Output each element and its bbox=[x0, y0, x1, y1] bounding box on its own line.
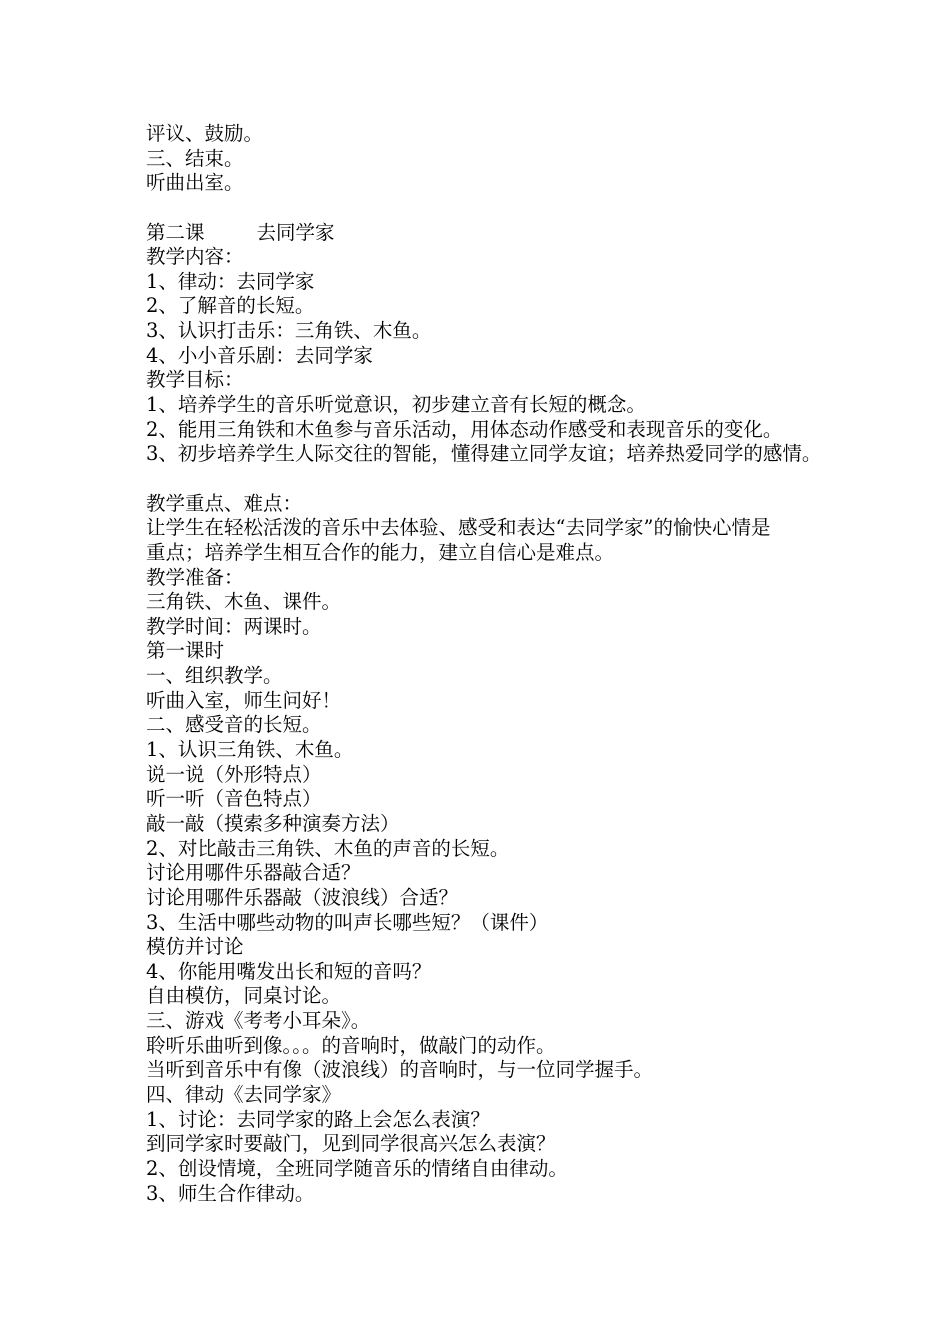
text-line: 二、感受音的长短。 bbox=[146, 713, 322, 737]
text-line: 3、初步培养学生人际交往的智能，懂得建立同学友谊；培养热爱同学的感情。 bbox=[146, 442, 822, 466]
section-heading: 第一课时 bbox=[146, 639, 225, 663]
section-heading: 教学准备： bbox=[146, 565, 244, 589]
text-line: 1、律动：去同学家 bbox=[146, 269, 315, 293]
document-body bbox=[146, 122, 936, 1206]
text-line: 教学时间：两课时。 bbox=[146, 614, 322, 638]
lesson-title bbox=[146, 221, 936, 246]
text-line: 1、认识三角铁、木鱼。 bbox=[146, 738, 354, 762]
text-line: 三、结束。 bbox=[146, 146, 244, 170]
text-line: 三角铁、木鱼、课件。 bbox=[146, 590, 342, 614]
text-line: 1、培养学生的音乐听觉意识，初步建立音有长短的概念。 bbox=[146, 393, 646, 417]
text-line: 让学生在轻松活泼的音乐中去体验、感受和表达“去同学家”的愉快心情是 bbox=[146, 516, 771, 540]
text-line: 1、讨论：去同学家的路上会怎么表演？ bbox=[146, 1107, 490, 1131]
text-line: 重点；培养学生相互合作的能力，建立自信心是难点。 bbox=[146, 540, 615, 564]
text-line: 到同学家时要敲门，见到同学很高兴怎么表演？ bbox=[146, 1132, 556, 1156]
text-line: 四、律动《去同学家》 bbox=[146, 1082, 342, 1106]
blank-line bbox=[146, 467, 936, 492]
text-line: 听曲出室。 bbox=[146, 171, 244, 195]
blank-line bbox=[146, 196, 936, 221]
text-line: 一、组织教学。 bbox=[146, 664, 283, 688]
text-line: 3、认识打击乐：三角铁、木鱼。 bbox=[146, 319, 432, 343]
text-line: 讨论用哪件乐器敲合适？ bbox=[146, 861, 361, 885]
text-line: 讨论用哪件乐器敲（波浪线）合适？ bbox=[146, 885, 459, 909]
text-line: 聆听乐曲听到像。。。的音响时，做敲门的动作。 bbox=[146, 1033, 556, 1057]
section-heading: 教学内容： bbox=[146, 245, 244, 269]
text-line: 敲一敲（摸索多种演奏方法） bbox=[146, 811, 400, 835]
text-line: 2、对比敲击三角铁、木鱼的声音的长短。 bbox=[146, 836, 510, 860]
text-line: 2、创设情境，全班同学随音乐的情绪自由律动。 bbox=[146, 1156, 568, 1180]
lesson-number: 第二课 bbox=[146, 220, 205, 244]
text-line: 3、生活中哪些动物的叫声长哪些短？（课件） bbox=[146, 910, 549, 934]
text-line: 三、游戏《考考小耳朵》。 bbox=[146, 1009, 371, 1033]
text-line: 2、能用三角铁和木鱼参与音乐活动，用体态动作感受和表现音乐的变化。 bbox=[146, 417, 783, 441]
text-line: 4、你能用嘴发出长和短的音吗？ bbox=[146, 959, 432, 983]
text-line: 3、师生合作律动。 bbox=[146, 1181, 315, 1205]
lesson-name: 去同学家 bbox=[256, 220, 335, 244]
text-line: 模仿并讨论 bbox=[146, 935, 244, 959]
text-line: 评议、鼓励。 bbox=[146, 122, 264, 145]
section-heading: 教学目标： bbox=[146, 368, 244, 392]
section-heading: 教学重点、难点： bbox=[146, 491, 303, 515]
text-line: 4、小小音乐剧：去同学家 bbox=[146, 343, 373, 367]
text-line: 当听到音乐中有像（波浪线）的音响时，与一位同学握手。 bbox=[146, 1058, 654, 1082]
text-line: 说一说（外形特点） bbox=[146, 762, 322, 786]
text-line: 听曲入室，师生问好！ bbox=[146, 688, 342, 712]
text-line: 听一听（音色特点） bbox=[146, 787, 322, 811]
text-line: 2、了解音的长短。 bbox=[146, 294, 315, 318]
text-line: 自由模仿，同桌讨论。 bbox=[146, 984, 342, 1008]
